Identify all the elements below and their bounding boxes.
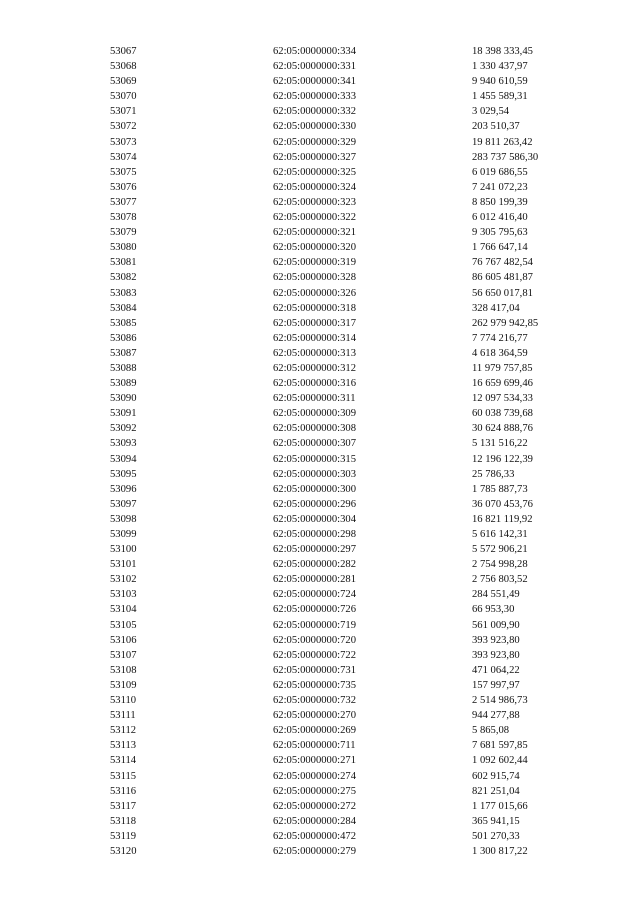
- cadastral-value: 501 270,33: [472, 830, 520, 842]
- cadastral-value: 30 624 888,76: [472, 423, 533, 435]
- table-row: [0, 814, 640, 829]
- row-number: 53080: [110, 242, 137, 254]
- cadastral-value: 9 305 795,63: [472, 227, 528, 239]
- row-number: 53100: [110, 544, 137, 556]
- row-number: 53076: [110, 181, 137, 193]
- row-number: 53092: [110, 423, 137, 435]
- row-number: 53115: [110, 770, 137, 782]
- table-row: [0, 452, 640, 467]
- cadastral-number: 62:05:0000000:279: [273, 845, 356, 857]
- row-number: 53085: [110, 317, 137, 329]
- row-number: 53091: [110, 408, 137, 420]
- cadastral-value: 2 514 986,73: [472, 695, 528, 707]
- cadastral-value: 6 012 416,40: [472, 212, 528, 224]
- cadastral-value: 18 398 333,45: [472, 46, 533, 57]
- cadastral-value: 5 616 142,31: [472, 529, 528, 540]
- cadastral-number: 62:05:0000000:284: [273, 815, 356, 827]
- row-number: 53078: [110, 212, 137, 224]
- row-number: 53116: [110, 785, 137, 797]
- row-number: 53102: [110, 574, 137, 586]
- table-row: [0, 180, 640, 195]
- cadastral-value: 7 681 597,85: [472, 740, 528, 752]
- cadastral-value: 7 241 072,23: [472, 181, 528, 193]
- table-row: [0, 104, 640, 119]
- table-row: [0, 723, 640, 738]
- table-row: [0, 769, 640, 784]
- cadastral-number: 62:05:0000000:308: [273, 423, 356, 435]
- table-row: [0, 74, 640, 89]
- cadastral-value: 203 510,37: [472, 121, 520, 133]
- cadastral-number: 62:05:0000000:270: [273, 710, 356, 722]
- cadastral-value: 1 092 602,44: [472, 755, 528, 767]
- table-row: [0, 376, 640, 391]
- cadastral-number: 62:05:0000000:334: [273, 46, 356, 57]
- cadastral-value: 471 064,22: [472, 664, 520, 676]
- cadastral-number: 62:05:0000000:304: [273, 513, 356, 525]
- cadastral-number: 62:05:0000000:326: [273, 287, 356, 299]
- table-row: [0, 346, 640, 361]
- cadastral-value: 821 251,04: [472, 785, 520, 797]
- table-row: [0, 436, 640, 451]
- table-row: [0, 59, 640, 74]
- row-number: 53103: [110, 589, 137, 601]
- row-number: 53094: [110, 453, 137, 465]
- row-number: 53119: [110, 830, 137, 842]
- cadastral-value: 5 572 906,21: [472, 544, 528, 556]
- cadastral-number: 62:05:0000000:324: [273, 181, 356, 193]
- table-row: [0, 89, 640, 104]
- cadastral-value: 4 618 364,59: [472, 347, 528, 359]
- row-number: 53074: [110, 151, 137, 163]
- cadastral-number: 62:05:0000000:719: [273, 619, 356, 631]
- row-number: 53067: [110, 46, 137, 57]
- row-number: 53068: [110, 61, 137, 73]
- document-table: [0, 44, 640, 859]
- cadastral-number: 62:05:0000000:333: [273, 91, 356, 103]
- cadastral-value: 11 979 757,85: [472, 362, 533, 374]
- row-number: 53069: [110, 76, 137, 88]
- cadastral-value: 16 659 699,46: [472, 378, 533, 390]
- table-row: [0, 678, 640, 693]
- cadastral-number: 62:05:0000000:329: [273, 136, 356, 148]
- cadastral-value: 5 865,08: [472, 725, 510, 737]
- cadastral-value: 7 774 216,77: [472, 332, 528, 344]
- cadastral-value: 66 953,30: [472, 604, 515, 616]
- table-row: [0, 286, 640, 301]
- table-row: [0, 799, 640, 814]
- row-number: 53082: [110, 272, 137, 284]
- cadastral-number: 62:05:0000000:320: [273, 242, 356, 254]
- row-number: 53114: [110, 755, 137, 767]
- row-number: 53117: [110, 800, 137, 812]
- cadastral-number: 62:05:0000000:307: [273, 438, 356, 450]
- table-row: [0, 497, 640, 512]
- cadastral-value: 12 196 122,39: [472, 453, 533, 465]
- cadastral-number: 62:05:0000000:328: [273, 272, 356, 284]
- cadastral-value: 2 754 998,28: [472, 559, 528, 571]
- table-row: [0, 331, 640, 346]
- table-row: [0, 829, 640, 844]
- cadastral-number: 62:05:0000000:311: [273, 393, 356, 405]
- table-row: [0, 467, 640, 482]
- cadastral-number: 62:05:0000000:732: [273, 695, 356, 707]
- table-row: [0, 663, 640, 678]
- cadastral-number: 62:05:0000000:316: [273, 378, 356, 390]
- row-number: 53073: [110, 136, 137, 148]
- cadastral-number: 62:05:0000000:722: [273, 649, 356, 661]
- cadastral-value: 1 300 817,22: [472, 845, 528, 857]
- table-row: [0, 784, 640, 799]
- table-row: [0, 753, 640, 768]
- cadastral-number: 62:05:0000000:297: [273, 544, 356, 556]
- table-row: [0, 255, 640, 270]
- cadastral-value: 3 029,54: [472, 106, 510, 118]
- table-row: [0, 210, 640, 225]
- row-number: 53070: [110, 91, 137, 103]
- table-row: [0, 150, 640, 165]
- row-number: 53113: [110, 740, 137, 752]
- cadastral-value: 86 605 481,87: [472, 272, 533, 284]
- table-row: [0, 557, 640, 572]
- table-row: [0, 270, 640, 285]
- cadastral-number: 62:05:0000000:314: [273, 332, 356, 344]
- cadastral-value: 36 070 453,76: [472, 498, 533, 510]
- table-row: [0, 693, 640, 708]
- table-row: [0, 119, 640, 134]
- row-number: 53079: [110, 227, 137, 239]
- table-row: [0, 738, 640, 753]
- cadastral-value: 1 455 589,31: [472, 91, 528, 103]
- row-number: 53071: [110, 106, 137, 118]
- cadastral-value: 1 177 015,66: [472, 800, 528, 812]
- row-number: 53072: [110, 121, 137, 133]
- cadastral-value: 60 038 739,68: [472, 408, 533, 420]
- cadastral-value: 1 785 887,73: [472, 483, 528, 495]
- table-row: [0, 165, 640, 180]
- cadastral-value: 1 330 437,97: [472, 61, 528, 73]
- row-number: 53108: [110, 664, 137, 676]
- cadastral-number: 62:05:0000000:322: [273, 212, 356, 224]
- row-number: 53098: [110, 513, 137, 525]
- cadastral-number: 62:05:0000000:296: [273, 498, 356, 510]
- row-number: 53112: [110, 725, 137, 737]
- cadastral-number: 62:05:0000000:331: [273, 61, 356, 73]
- row-number: 53101: [110, 559, 137, 571]
- table-row: [0, 844, 640, 859]
- table-row: [0, 135, 640, 150]
- table-row: [0, 44, 640, 59]
- cadastral-number: 62:05:0000000:325: [273, 166, 356, 178]
- row-number: 53077: [110, 196, 137, 208]
- table-row: [0, 482, 640, 497]
- cadastral-number: 62:05:0000000:282: [273, 559, 356, 571]
- row-number: 53083: [110, 287, 137, 299]
- cadastral-number: 62:05:0000000:298: [273, 529, 356, 540]
- cadastral-value: 25 786,33: [472, 468, 515, 480]
- table-row: [0, 648, 640, 663]
- row-number: 53104: [110, 604, 137, 616]
- table-row: [0, 572, 640, 587]
- cadastral-value: 76 767 482,54: [472, 257, 533, 269]
- cadastral-value: 8 850 199,39: [472, 196, 528, 208]
- cadastral-number: 62:05:0000000:315: [273, 453, 356, 465]
- table-row: [0, 512, 640, 527]
- cadastral-value: 393 923,80: [472, 634, 520, 646]
- cadastral-value: 284 551,49: [472, 589, 520, 601]
- row-number: 53081: [110, 257, 137, 269]
- table-row: [0, 240, 640, 255]
- cadastral-value: 157 997,97: [472, 679, 520, 691]
- cadastral-value: 12 097 534,33: [472, 393, 533, 405]
- cadastral-value: 9 940 610,59: [472, 76, 528, 88]
- row-number: 53109: [110, 679, 137, 691]
- table-row: [0, 406, 640, 421]
- cadastral-value: 944 277,88: [472, 710, 520, 722]
- row-number: 53110: [110, 695, 137, 707]
- row-number: 53118: [110, 815, 137, 827]
- cadastral-value: 56 650 017,81: [472, 287, 533, 299]
- row-number: 53089: [110, 378, 137, 390]
- table-row: [0, 633, 640, 648]
- row-number: 53099: [110, 529, 137, 540]
- row-number: 53120: [110, 845, 137, 857]
- row-number: 53111: [110, 710, 136, 722]
- cadastral-number: 62:05:0000000:330: [273, 121, 356, 133]
- cadastral-number: 62:05:0000000:309: [273, 408, 356, 420]
- cadastral-number: 62:05:0000000:318: [273, 302, 356, 314]
- cadastral-number: 62:05:0000000:274: [273, 770, 356, 782]
- table-row: [0, 316, 640, 331]
- table-row: [0, 587, 640, 602]
- cadastral-value: 262 979 942,85: [472, 317, 539, 329]
- cadastral-number: 62:05:0000000:269: [273, 725, 356, 737]
- cadastral-number: 62:05:0000000:735: [273, 679, 356, 691]
- row-number: 53106: [110, 634, 137, 646]
- row-number: 53075: [110, 166, 137, 178]
- cadastral-number: 62:05:0000000:731: [273, 664, 356, 676]
- table-row: [0, 542, 640, 557]
- cadastral-value: 561 009,90: [472, 619, 520, 631]
- table-row: [0, 708, 640, 723]
- cadastral-number: 62:05:0000000:317: [273, 317, 356, 329]
- cadastral-value: 283 737 586,30: [472, 151, 539, 163]
- row-number: 53107: [110, 649, 137, 661]
- table-row: [0, 225, 640, 240]
- row-number: 53105: [110, 619, 137, 631]
- cadastral-number: 62:05:0000000:271: [273, 755, 356, 767]
- cadastral-number: 62:05:0000000:313: [273, 347, 356, 359]
- table-row: [0, 421, 640, 436]
- cadastral-number: 62:05:0000000:312: [273, 362, 356, 374]
- row-number: 53087: [110, 347, 137, 359]
- row-number: 53084: [110, 302, 137, 314]
- table-row: [0, 527, 640, 542]
- cadastral-value: 602 915,74: [472, 770, 520, 782]
- cadastral-number: 62:05:0000000:327: [273, 151, 356, 163]
- cadastral-number: 62:05:0000000:711: [273, 740, 356, 752]
- cadastral-number: 62:05:0000000:724: [273, 589, 356, 601]
- cadastral-number: 62:05:0000000:472: [273, 830, 356, 842]
- cadastral-value: 1 766 647,14: [472, 242, 528, 254]
- table-row: [0, 391, 640, 406]
- cadastral-number: 62:05:0000000:720: [273, 634, 356, 646]
- cadastral-value: 2 756 803,52: [472, 574, 528, 586]
- cadastral-number: 62:05:0000000:726: [273, 604, 356, 616]
- cadastral-number: 62:05:0000000:321: [273, 227, 356, 239]
- row-number: 53088: [110, 362, 137, 374]
- cadastral-value: 393 923,80: [472, 649, 520, 661]
- cadastral-value: 365 941,15: [472, 815, 520, 827]
- cadastral-number: 62:05:0000000:341: [273, 76, 356, 88]
- cadastral-value: 16 821 119,92: [472, 513, 533, 525]
- cadastral-number: 62:05:0000000:303: [273, 468, 356, 480]
- table-row: [0, 361, 640, 376]
- row-number: 53093: [110, 438, 137, 450]
- cadastral-number: 62:05:0000000:300: [273, 483, 356, 495]
- row-number: 53097: [110, 498, 137, 510]
- cadastral-value: 328 417,04: [472, 302, 520, 314]
- table-row: [0, 195, 640, 210]
- table-row: [0, 602, 640, 617]
- cadastral-value: 5 131 516,22: [472, 438, 528, 450]
- cadastral-number: 62:05:0000000:332: [273, 106, 356, 118]
- table-row: [0, 301, 640, 316]
- cadastral-number: 62:05:0000000:281: [273, 574, 356, 586]
- table-row: [0, 618, 640, 633]
- cadastral-number: 62:05:0000000:275: [273, 785, 356, 797]
- cadastral-value: 19 811 263,42: [472, 136, 533, 148]
- row-number: 53086: [110, 332, 137, 344]
- cadastral-number: 62:05:0000000:319: [273, 257, 356, 269]
- row-number: 53096: [110, 483, 137, 495]
- cadastral-number: 62:05:0000000:272: [273, 800, 356, 812]
- row-number: 53090: [110, 393, 137, 405]
- cadastral-number: 62:05:0000000:323: [273, 196, 356, 208]
- cadastral-value: 6 019 686,55: [472, 166, 528, 178]
- row-number: 53095: [110, 468, 137, 480]
